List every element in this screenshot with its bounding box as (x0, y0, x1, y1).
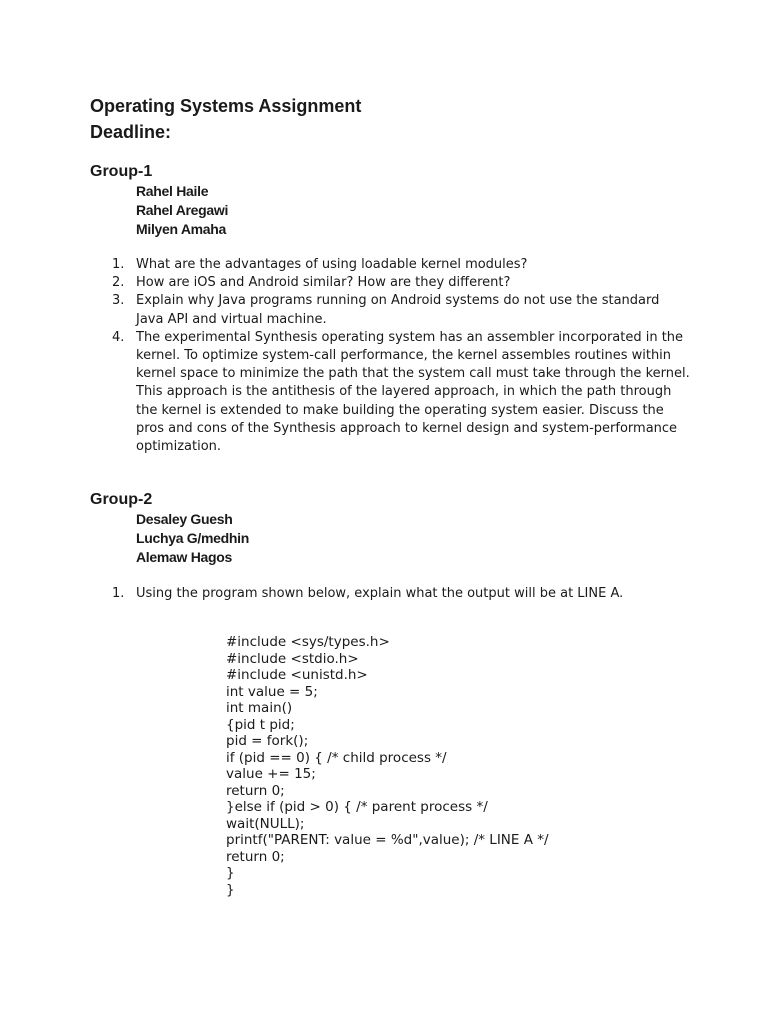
group-2-questions (90, 585, 690, 603)
group-member: Milyen Amaha (136, 221, 227, 237)
code-line: } (226, 881, 235, 898)
code-line: {pid t pid; (226, 716, 295, 733)
question-text: Explain why Java programs running on Android systems do not use the standard Java API and virtual machine. (136, 293, 660, 327)
code-line: if (pid == 0) { /* child process */ (226, 749, 447, 766)
code-line: #include <sys/types.h> (226, 634, 390, 650)
code-line: printf("PARENT: value = %d",value); /* LINE A */ (226, 832, 549, 848)
question-number: 2. (112, 275, 125, 291)
group-member: Rahel Aregawi (136, 202, 229, 218)
question-text: Using the program shown below, explain what the output will be at LINE A. (136, 586, 624, 601)
group-1-heading: Group-1 (90, 163, 153, 180)
question-text: What are the advantages of using loadable kernel modules? (136, 257, 528, 272)
code-line: }else if (pid > 0) { /* parent process */ (226, 799, 488, 815)
code-line: } (226, 865, 235, 881)
code-listing (226, 634, 549, 898)
group-1-members (136, 182, 228, 239)
group-2-heading: Group-2 (90, 491, 153, 508)
question-number: 4. (112, 329, 125, 345)
code-line: int main() (226, 700, 293, 716)
deadline-label: Deadline: (90, 122, 172, 142)
question-item (90, 292, 690, 328)
code-line: value += 15; (226, 766, 316, 782)
code-line: int value = 5; (226, 683, 318, 700)
document-title: Operating Systems Assignment (90, 96, 362, 116)
question-item (90, 274, 690, 292)
code-line: #include <unistd.h> (226, 667, 368, 683)
question-number: 1. (112, 586, 125, 601)
group-1-questions (90, 256, 690, 456)
question-item (90, 256, 690, 274)
code-line: pid = fork(); (226, 733, 309, 749)
code-line: return 0; (226, 782, 285, 799)
question-text: How are iOS and Android similar? How are they different? (136, 275, 511, 291)
code-line: #include <stdio.h> (226, 650, 359, 667)
group-2-members (136, 510, 249, 567)
group-member: Luchya G/medhin (136, 530, 249, 546)
group-member: Alemaw Hagos (136, 549, 232, 565)
code-line: wait(NULL); (226, 815, 305, 832)
question-number: 3. (112, 293, 125, 309)
question-number: 1. (112, 257, 125, 272)
group-member: Rahel Haile (136, 183, 209, 199)
question-text: The experimental Synthesis operating system has an assembler incorporated in the kernel. To optimize system-call performance, the kernel assembles routines within kernel space to minimize the path that the system call must take through the kernel. This approach is the antithesis of the layered approach, in which the path through the kernel is extended to make building the operating system easier. Discuss the pros and cons of the Synthesis approach to kernel design and system-performance optimization. (136, 329, 690, 455)
code-line: return 0; (226, 848, 285, 865)
question-item (90, 585, 690, 603)
group-member: Desaley Guesh (136, 511, 233, 527)
question-item (90, 329, 690, 456)
